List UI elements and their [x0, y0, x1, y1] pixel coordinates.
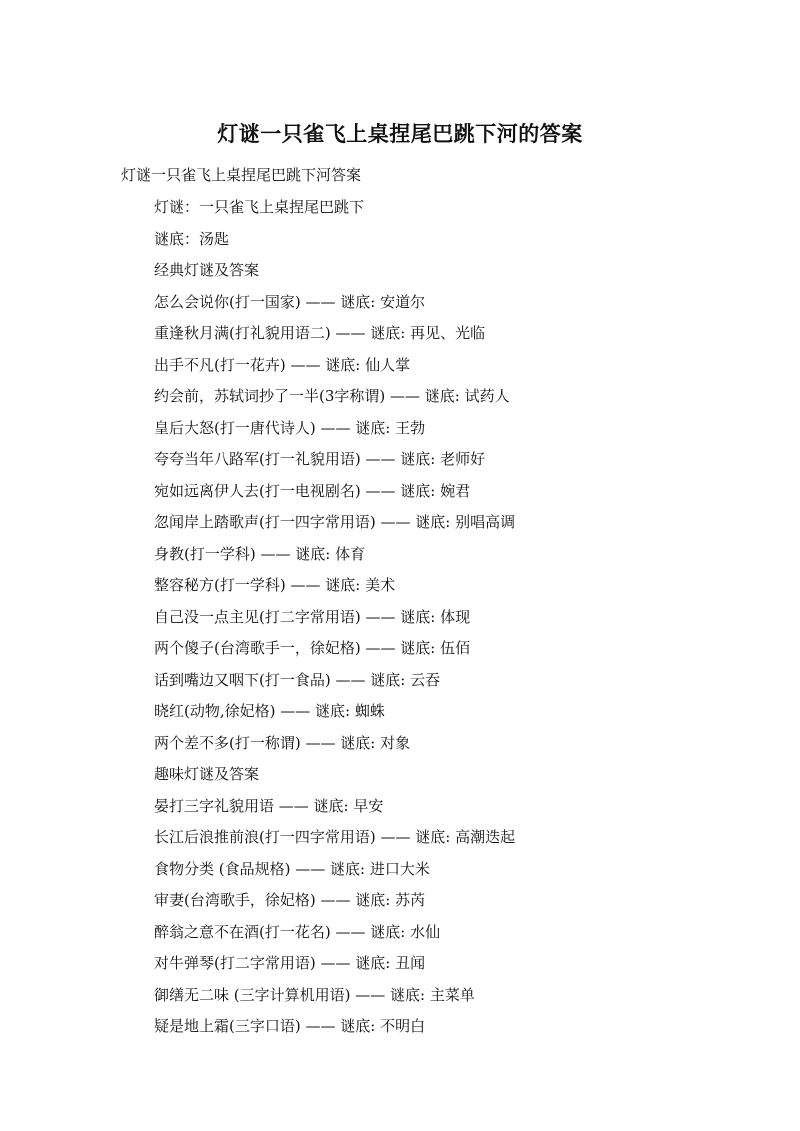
- riddle-line: 审妻(台湾歌手，徐妃格) —— 谜底: 苏芮: [154, 891, 426, 909]
- riddle-line: 约会前，苏轼词抄了一半(3字称谓) —— 谜底: 试药人: [154, 387, 510, 405]
- riddle-line: 食物分类 (食品规格) —— 谜底: 进口大米: [154, 859, 430, 878]
- riddle-line: 晓红(动物,徐妃格) —— 谜底: 蜘蛛: [154, 702, 385, 720]
- riddle-line: 整容秘方(打一学科) —— 谜底: 美术: [154, 576, 396, 594]
- riddle-line: 忽闻岸上踏歌声(打一四字常用语) —— 谜底: 别唱高调: [154, 513, 516, 531]
- riddle-line: 疑是地上霜(三字口语) —— 谜底: 不明白: [154, 1017, 426, 1035]
- riddle-line: 对牛弹琴(打二字常用语) —— 谜底: 丑闻: [154, 954, 426, 972]
- riddle-line: 夸夸当年八路军(打一礼貌用语) —— 谜底: 老师好: [154, 450, 486, 468]
- riddle-line: 话到嘴边又咽下(打一食品) —— 谜底: 云吞: [154, 670, 441, 689]
- document-title: 灯谜一只雀飞上桌捏尾巴跳下河的答案: [217, 122, 583, 146]
- riddle-line: 重逢秋月满(打礼貌用语二) —— 谜底: 再见、光临: [154, 324, 486, 342]
- riddle-line: 宛如远离伊人去(打一电视剧名) —— 谜底: 婉君: [154, 481, 471, 500]
- riddle-line: 醉翁之意不在酒(打一花名) —— 谜底: 水仙: [154, 922, 441, 941]
- section-heading-classic: 经典灯谜及答案: [154, 261, 260, 279]
- riddle-line: 长江后浪推前浪(打一四字常用语) —— 谜底: 高潮迭起: [154, 828, 516, 846]
- riddle-line: 出手不凡(打一花卉) —— 谜底: 仙人掌: [154, 355, 411, 374]
- riddle-line: 灯谜：一只雀飞上桌捏尾巴跳下: [154, 198, 365, 216]
- riddle-line: 两个差不多(打一称谓) —— 谜底: 对象: [154, 733, 411, 752]
- riddle-line: 自己没一点主见(打二字常用语) —— 谜底: 体现: [154, 607, 471, 626]
- document-subtitle: 灯谜一只雀飞上桌捏尾巴跳下河答案: [121, 166, 362, 184]
- riddle-line: 谜底：汤匙: [154, 229, 230, 248]
- section-heading-fun: 趣味灯谜及答案: [154, 765, 260, 783]
- riddle-line: 身教(打一学科) —— 谜底: 体育: [154, 544, 366, 563]
- riddle-line: 怎么会说你(打一国家) —— 谜底: 安道尔: [154, 292, 426, 311]
- riddle-line: 晏打三字礼貌用语 —— 谜底: 早安: [154, 796, 384, 815]
- riddle-line: 两个傻子(台湾歌手一，徐妃格) —— 谜底: 伍佰: [154, 639, 471, 657]
- riddle-list: [154, 196, 515, 1047]
- riddle-line: 皇后大怒(打一唐代诗人) —— 谜底: 王勃: [154, 418, 426, 437]
- riddle-line: 御缮无二味 (三字计算机用语) —— 谜底: 主菜单: [154, 985, 475, 1004]
